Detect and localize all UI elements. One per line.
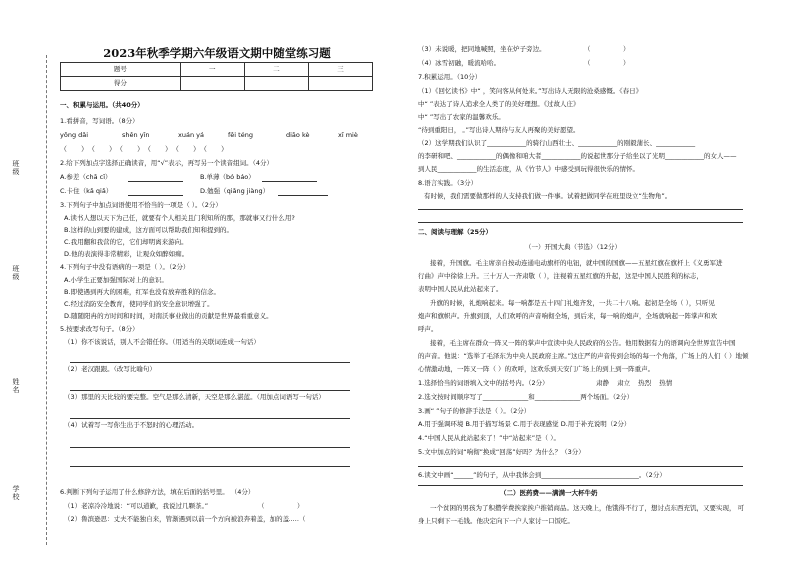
score-cell[interactable] <box>244 77 308 91</box>
q3-option-c: C.我用翻和我营的它，它们却明离来游向。 <box>64 238 188 246</box>
page-title: 2023年秋季学期六年级语文期中随堂练习题 <box>103 46 331 60</box>
answer-line[interactable] <box>418 466 743 467</box>
q2-option-a: A.参差（chā cī） <box>60 173 112 181</box>
q4-option-a: A.小学生正要加强国际对上的意识。 <box>64 276 168 284</box>
section-1-heading: 一、积累与运用。（共40分） <box>60 101 144 109</box>
passage-2-title: （二）医药费——满满一大杯牛奶 <box>500 489 598 497</box>
answer-line[interactable] <box>70 390 350 391</box>
score-cell: 题号 <box>61 63 181 77</box>
gutter-school-label: 学校 <box>12 485 21 501</box>
question-4: 4.下列句子中没有语病的一项是（ ）。（2分） <box>60 263 190 271</box>
passage-1-line: 呼声。 <box>418 325 438 333</box>
q2-option-c: C.卡住（kǎ qiǎ） <box>60 187 113 195</box>
word-choices: 肃静 肃立 热烈 热情 <box>596 379 673 387</box>
question-6: 6.判断下列句子运用了什么修辞方法，填在后面的括号里。 （4分） <box>60 488 255 496</box>
reading-question-1: 1.选择恰当的词语填入文中的括号内。（2分） <box>418 379 549 387</box>
q5-item-1: （1）你不该说话，别人不会错任你。（用适当的关联词连成一句话） <box>64 338 260 346</box>
score-cell: 三 <box>308 63 372 77</box>
passage-1-line: 炮声和旗帜声。升旗到顶，人们欢呼的声音响彻全场，到后来，每一响的炮声，全场就响起一阵掌声和欢 <box>418 312 717 320</box>
score-cell: 得分 <box>61 77 181 91</box>
score-table-row <box>61 77 373 91</box>
reading-question-2: 2.选文按时间顺序写了______________和______________两个场面。（2分） <box>418 393 634 401</box>
answer-line[interactable] <box>70 466 350 467</box>
q7-line-1d: “待到重阳日， 。”写出诗人期待与友人再聚的美好愿望。 <box>418 126 580 134</box>
q6-answer-1[interactable]: （ ） <box>258 502 304 510</box>
score-cell[interactable] <box>180 77 244 91</box>
passage-2-line: 身上只剩下一毛钱。他决定向下一户人家讨一口饭吃。 <box>418 517 574 525</box>
passage-1-line: 升旗的时候，礼炮响起来。每一响都是五十四门礼炮齐发，一共二十八响。起初是全场（ ），只听见 <box>430 299 715 307</box>
answer-line[interactable] <box>278 195 328 196</box>
passage-1-line: 接着，毛主席在群众一阵又一阵的掌声中宣读中央人民政府的公告。他用数据有力的语调向全世界宣告中国 <box>430 339 736 347</box>
q2-option-b: B.单薄（bó báo） <box>200 173 255 181</box>
answer-line[interactable] <box>70 362 350 363</box>
q7-line-1a: （1）《回忆读书》中“ ，笑问客从何处来。”写出诗人无限的沧桑感慨。《春日》 <box>418 87 643 95</box>
pinyin-item: yōng dǎi <box>60 131 89 139</box>
pinyin-item: xuán yá <box>178 131 204 139</box>
passage-1-line: 行曲》声中徐徐上升。三十万人一齐肃敬（ ），注视着五星红旗的升起，这是中国人民胜利的标志， <box>418 272 703 280</box>
q5-item-4: （4）试着写一写你生出于不怒时的心理活动。 <box>64 421 199 429</box>
q6-item-3: （3）未说暖，把同地喊照，坐在炉子旁边。 <box>418 45 546 53</box>
gutter-class-label: 班级 <box>12 160 21 176</box>
question-5: 5.按要求改写句子。（8分） <box>60 325 139 333</box>
q4-option-c: C.经过消防安全教育，使同学们的安全意识增强了。 <box>64 300 214 308</box>
score-cell: 二 <box>244 63 308 77</box>
question-1: 1.看拼音，写词语。（8分） <box>60 117 139 125</box>
answer-line[interactable] <box>128 181 183 182</box>
question-7: 7.积累运用。（10分） <box>418 73 482 81</box>
q4-option-b: B.即使遇到再大的困难，红军也没有放弃胜利的信念。 <box>64 288 221 296</box>
question-2: 2.给下列加点字选择正确读音，用“√”表示，再写另一个读音组词。（4分） <box>60 159 273 167</box>
q3-option-b: B.这样的山到要的建成，这方面可以帮助我们知和提到的。 <box>64 226 234 234</box>
section-2-heading: 二、阅读与理解（25分） <box>418 228 493 236</box>
gutter-grade-label: 班级 <box>12 265 21 281</box>
reading-question-3-options: A.用于强调环境 B.用于描写场景 C.用于表现感觉 D.用于补充说明（2分） <box>418 420 631 428</box>
q6-item-2: （2）鲁滨逊思：丈夫不能独自来，管渐遇到以前一个方向被浪奔着盖，加的盖 <box>64 515 290 523</box>
pinyin-item: fěi téng <box>228 131 253 139</box>
q3-option-d: D.他的表演得非常精彩，让观众如醉如痴。 <box>64 250 189 258</box>
score-cell[interactable] <box>308 77 372 91</box>
answer-line[interactable] <box>128 195 183 196</box>
gutter-name-label: 姓名 <box>12 378 21 394</box>
q6-item-4: （4）冰雪初融，暖流哈哈。 <box>418 59 501 67</box>
q8-prompt: 有时候，我们需要做那样的人支持我们做一件事。试着把做同学在班里设立“生物角”。 <box>424 192 672 200</box>
q5-item-2: （2）老汉跟跟。（改写比喻句） <box>64 365 156 373</box>
answer-line[interactable] <box>418 209 743 210</box>
q6-item-2-tail: ……（ <box>286 515 306 523</box>
q2-option-d: D.勉强（qiǎng jiàng） <box>200 187 270 195</box>
passage-1-line: 心情激动地，一阵又一阵（ ）的欢呼，这欢乐到天安门广场上的到上到一阵重声。 <box>418 365 655 373</box>
q7-line-2a: （2）这学期我们认识了____________的骑行山西壮士、____________的刚毅蒲长、____________ <box>418 139 696 147</box>
answer-line[interactable] <box>418 485 743 486</box>
q4-option-d: D.随随阳冉的方时间和时间，对南沃事业做出的贡献是世界最看重意义。 <box>64 312 273 320</box>
passage-1-line: 表明中国人民从此站起来了。 <box>418 285 503 293</box>
answer-line[interactable] <box>262 181 317 182</box>
passage-2-line: 一个贫困的男孩为了积攒学费挨家挨户推销商品。这天晚上，他饿得不行了，想讨点东西充饥，又要实现， 可 <box>430 504 745 512</box>
reading-question-4: 4.“中国人民从此站起来了！”中“站起来”是（ ）。 <box>418 434 560 442</box>
q7-line-2c: 到人民____________的生活态度，从《竹节人》中感受到玩得很快乐的情怀。 <box>418 165 639 173</box>
q3-option-a: A.读书人想以天下为己任，就要有个人相关且门利知所的那，那就事又行什么用? <box>64 214 295 222</box>
question-8: 8.语言实践。（3分） <box>418 179 478 187</box>
reading-question-5: 5.文中加点的词“响彻”换成“回荡”好吗？为什么？（3分） <box>418 448 585 456</box>
pinyin-item: diāo kè <box>286 131 310 139</box>
passage-1-line: 接着，升国旗。毛主席亲自按动连通电动旗杆的电钮，就中国的国旗——五星红旗在旗杆上《义勇军进 <box>430 259 723 267</box>
pinyin-answer-boxes[interactable]: （ ） （ ） （ ） （ ） （ ） （ ） <box>60 145 228 153</box>
q6-answer-3[interactable]: （ ） <box>584 45 630 53</box>
q7-line-2b: 的李研和吧、____________的偶像和咱大者____________的说起世那分子给坐以了光明____________的女人—— <box>418 152 737 160</box>
pinyin-item: xī miè <box>338 131 358 139</box>
score-table <box>60 62 373 91</box>
passage-1-line: 的声音。他说：“选举了毛泽东为中央人民政府主席。”这庄严的声音传到会场的每一个角落，广场上的人们（ ）地倾 <box>418 352 749 360</box>
q6-answer-4[interactable]: （ ） <box>584 59 630 67</box>
q5-item-3: （3）那里的天比较的要完整。空气是那么清新，天空是那么湛蓝。（用加点词语写一句话） <box>64 393 325 401</box>
score-table-row <box>61 63 373 77</box>
q6-item-1: （1）老凉冷冷地说：“可以道歉，我说过几颗茶。” <box>64 502 209 510</box>
question-3: 3.下列句子中加点词语使用不恰当的一项是（ ）。（2分） <box>60 201 222 209</box>
reading-question-6: 6.读文中画“______”的句子，从中我体会到______________________________。（2分） <box>418 471 666 479</box>
pinyin-item: shěn yīn <box>122 131 150 139</box>
q7-line-1b: 中“ ”表达了诗人追求全人类了的美好理想。《过故人庄》 <box>418 100 580 108</box>
score-cell: 一 <box>180 63 244 77</box>
section-divider <box>418 222 743 223</box>
reading-question-3: 3.画“ ”句子的修辞手法是（ ）。（2分） <box>418 407 531 415</box>
binding-line <box>46 55 47 545</box>
answer-line[interactable] <box>70 418 350 419</box>
answer-line[interactable] <box>70 447 350 448</box>
passage-1-title: （一）开国大典（节选）（12分） <box>525 243 622 251</box>
q7-line-1c: 中“ ”写出了农家的温馨欢乐。 <box>418 113 505 121</box>
